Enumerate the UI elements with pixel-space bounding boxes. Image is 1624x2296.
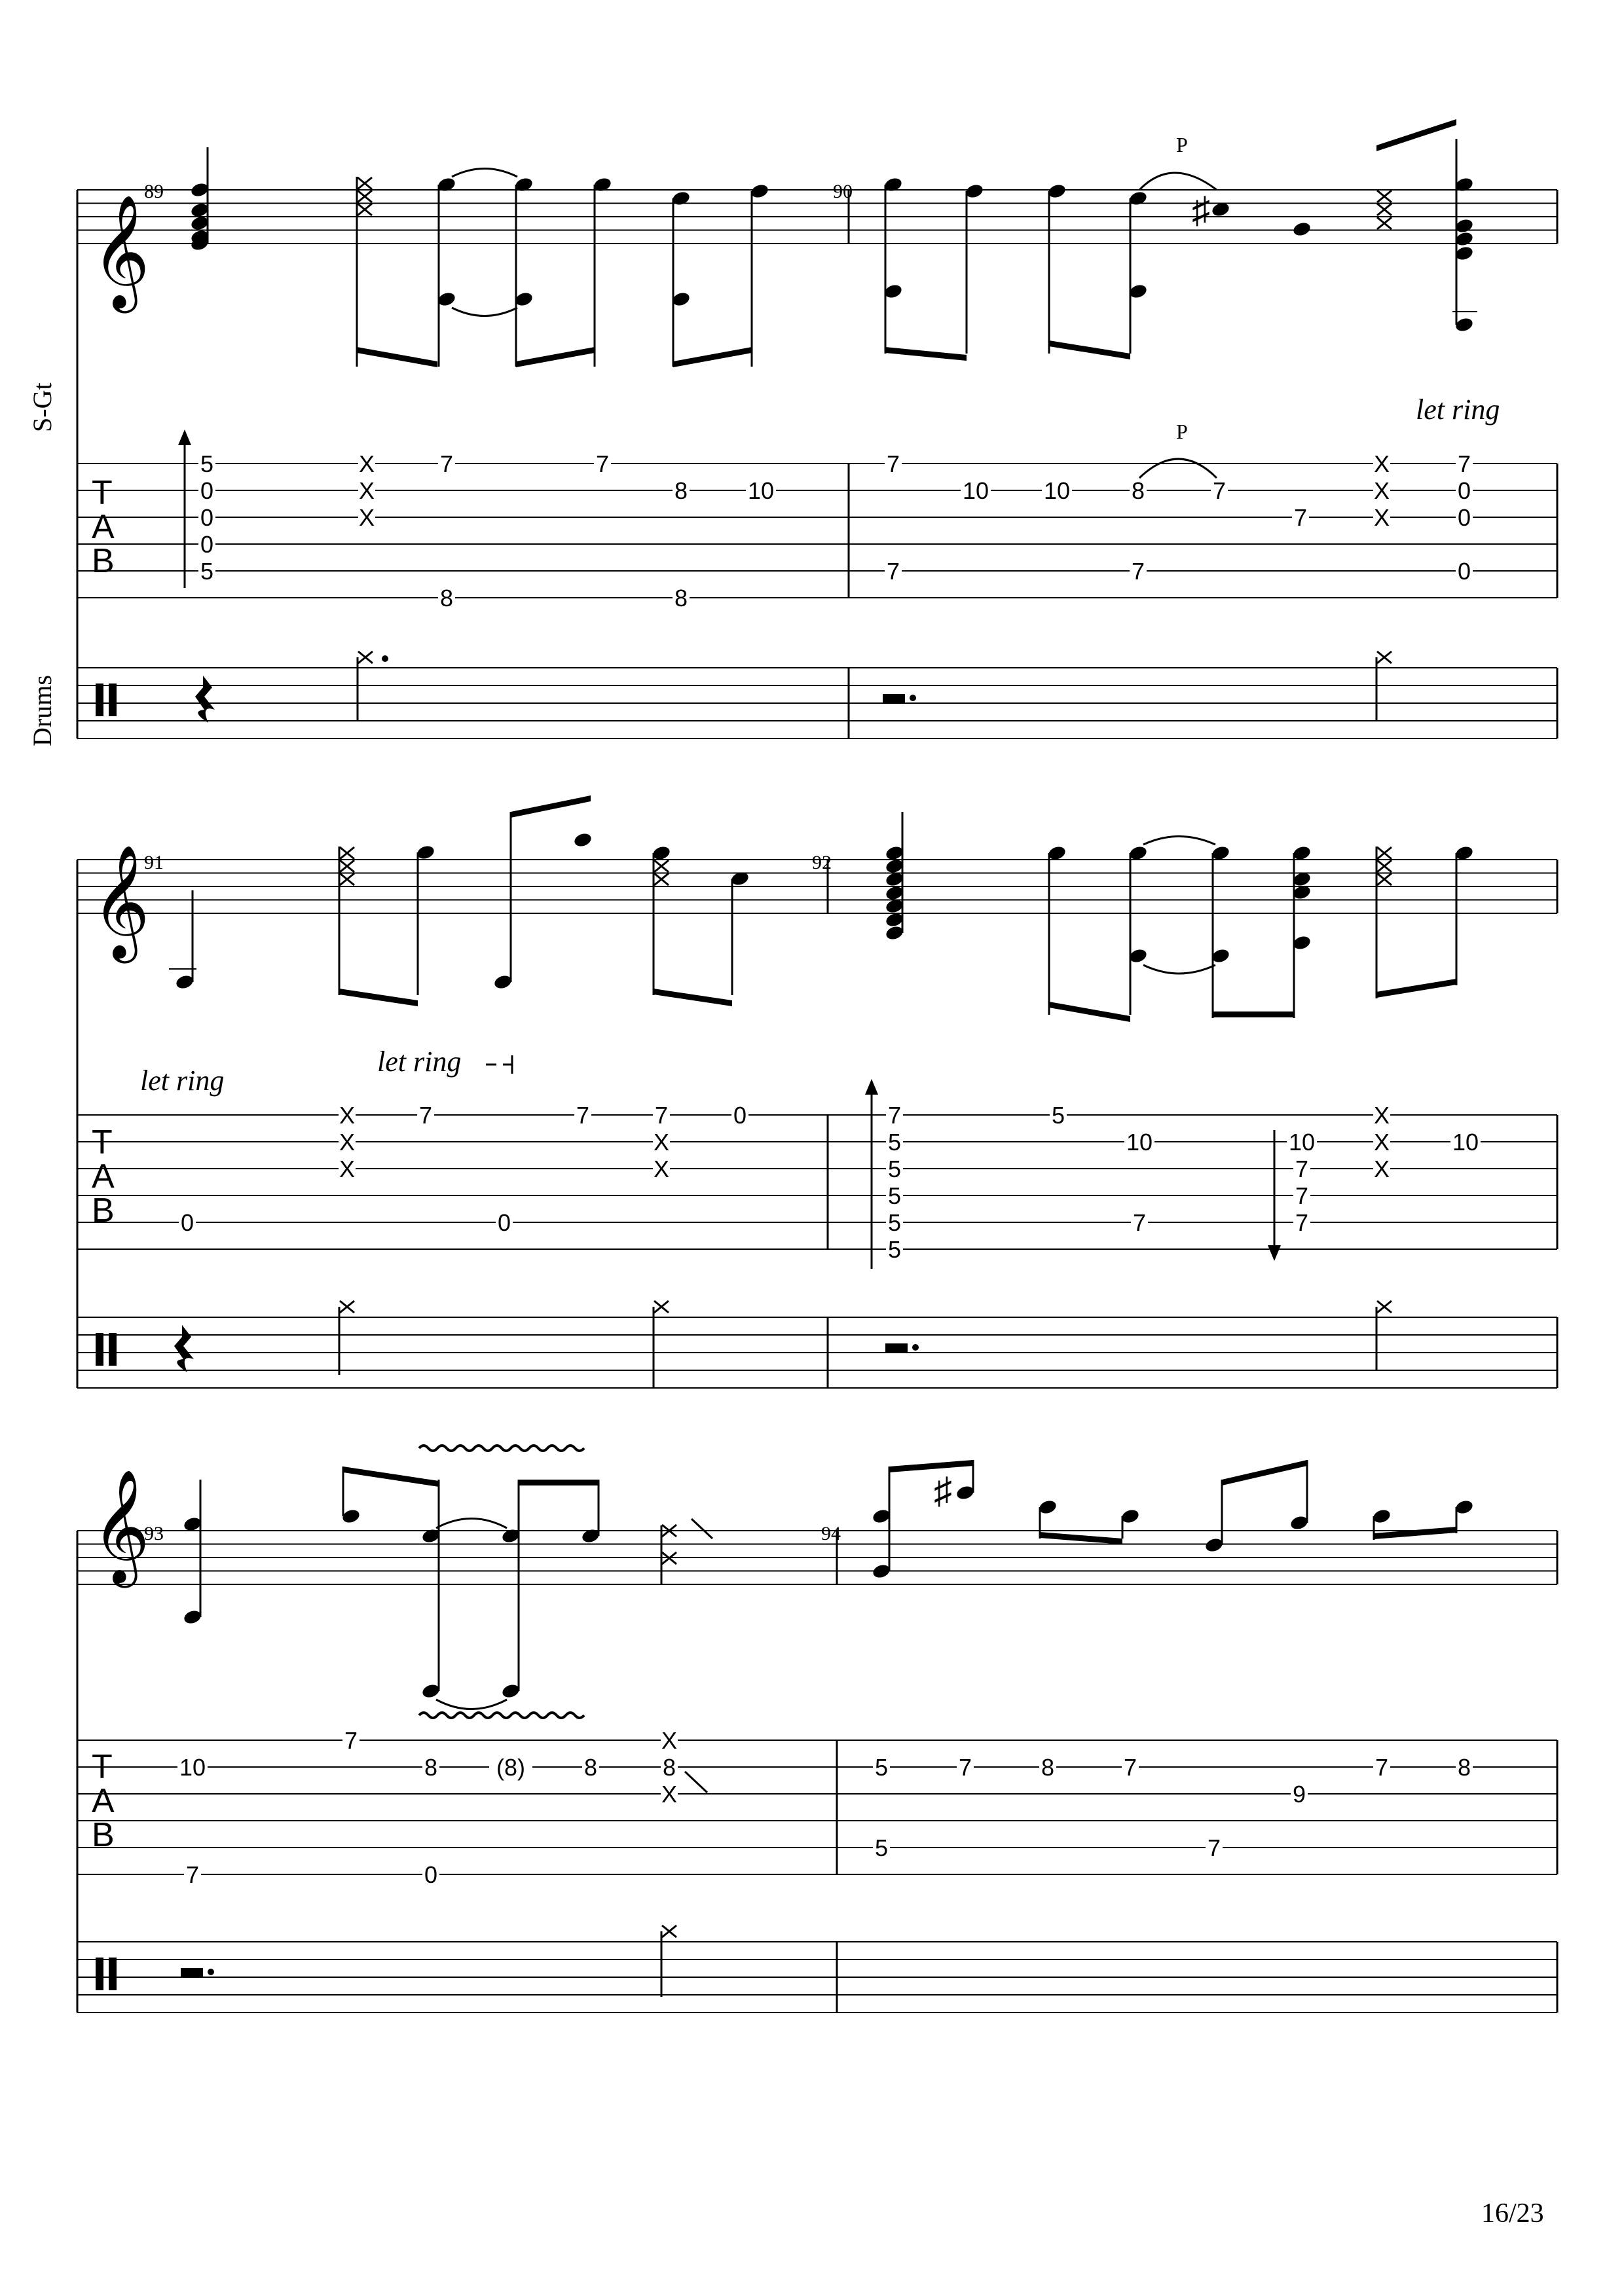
x-notehead xyxy=(340,873,354,885)
tie xyxy=(452,308,517,316)
beam xyxy=(1049,1002,1130,1022)
tab-fret-number: 5 xyxy=(200,450,214,477)
tab-fret-number: 8 xyxy=(1457,1754,1471,1781)
vibrato-staff xyxy=(419,1446,584,1451)
pull-off-slur-tab xyxy=(1139,459,1217,478)
beam xyxy=(1213,1011,1294,1017)
let-ring-label-90: let ring xyxy=(1416,393,1500,426)
sharp-accidental: ♯ xyxy=(934,1471,952,1512)
tab-fret-number: 7 xyxy=(344,1727,358,1754)
tab-fret-number: 7 xyxy=(1207,1834,1221,1861)
half-rest xyxy=(883,694,905,703)
tab-fret-number: 9 xyxy=(1292,1781,1306,1808)
x-notehead xyxy=(340,860,354,872)
x-notehead xyxy=(1377,191,1392,202)
tab-fret-number: 7 xyxy=(595,450,610,477)
tab-fret-number: X xyxy=(653,1156,670,1182)
pull-off-slur-staff xyxy=(1139,173,1217,190)
tab-fret-number: 7 xyxy=(1295,1156,1309,1182)
beam xyxy=(357,347,437,367)
tab-fret-number: 0 xyxy=(200,477,214,504)
tab-fret-number: 7 xyxy=(654,1102,669,1129)
tab-fret-number: X xyxy=(1373,1102,1390,1129)
let-ring-extension xyxy=(486,1055,512,1074)
tab-fret-number: 0 xyxy=(424,1861,438,1888)
tie xyxy=(1143,837,1215,845)
measure-number-92: 92 xyxy=(812,852,832,873)
let-ring-label-91b: let ring xyxy=(377,1046,462,1078)
tab-fret-number: 10 xyxy=(1288,1129,1316,1156)
tab-fret-number: 10 xyxy=(1043,477,1071,504)
tab-fret-number: X xyxy=(358,504,375,531)
strum-up-arrow-92 xyxy=(865,1079,878,1269)
tab-fret-number: 8 xyxy=(662,1754,676,1781)
tab-clef-1 xyxy=(92,474,115,580)
svg-text:B: B xyxy=(92,1192,115,1230)
x-notehead xyxy=(1377,847,1392,859)
tab-fret-number: X xyxy=(1373,477,1390,504)
tab-fret-number: X xyxy=(1373,504,1390,531)
tab-fret-number: 8 xyxy=(583,1754,598,1781)
beam xyxy=(1040,1532,1122,1544)
tie xyxy=(436,1519,507,1529)
quarter-rest xyxy=(174,1325,194,1372)
tab-fret-number: 0 xyxy=(733,1102,747,1129)
tab-fret-number: 7 xyxy=(886,450,900,477)
track-label-drums: Drums xyxy=(28,675,57,746)
tab-fret-number: 7 xyxy=(1457,450,1471,477)
svg-text:A: A xyxy=(92,1157,115,1195)
tab-fret-number: 7 xyxy=(1295,1182,1309,1209)
tab-fret-number: 7 xyxy=(1132,1209,1147,1236)
tab-fret-number: 5 xyxy=(887,1209,902,1236)
measure-number-91: 91 xyxy=(144,852,164,873)
beam xyxy=(673,347,752,367)
drum-x-note xyxy=(340,1301,354,1313)
tab-clef-3 xyxy=(92,1748,115,1854)
tab-fret-number: 0 xyxy=(1457,558,1471,585)
tab-fret-number: 7 xyxy=(886,558,900,585)
svg-text:B: B xyxy=(92,1816,115,1854)
beam xyxy=(339,989,418,1006)
tab-fret-number: X xyxy=(661,1727,678,1754)
tab-fret-number: 0 xyxy=(497,1209,511,1236)
beam xyxy=(1376,119,1456,151)
treble-clef-1: 𝄞 xyxy=(92,198,150,306)
dot xyxy=(912,1344,919,1351)
x-notehead xyxy=(654,873,669,885)
percussion-clef-1 xyxy=(96,683,117,716)
tab-fret-number: 0 xyxy=(200,504,214,531)
x-notehead xyxy=(1377,204,1392,215)
beam xyxy=(654,989,732,1006)
notehead xyxy=(1292,221,1312,238)
tab-fret-number: 7 xyxy=(576,1102,590,1129)
tab-fret-number: 5 xyxy=(1051,1102,1065,1129)
tab-fret-number: X xyxy=(358,450,375,477)
slide-mark xyxy=(692,1519,712,1539)
treble-clef-3: 𝄞 xyxy=(92,1472,150,1581)
tab-fret-number: 7 xyxy=(1293,504,1308,531)
beam xyxy=(1376,979,1456,998)
tab-fret-number: 8 xyxy=(1041,1754,1055,1781)
tab-fret-number: 8 xyxy=(439,585,454,611)
percussion-clef-2 xyxy=(96,1333,117,1366)
beam xyxy=(1049,340,1130,359)
tab-fret-number: 10 xyxy=(962,477,989,504)
half-rest xyxy=(885,1343,908,1353)
svg-text:T: T xyxy=(92,1748,113,1786)
x-notehead xyxy=(1377,217,1392,229)
drum-x-note xyxy=(358,651,373,663)
tab-fret-number: 7 xyxy=(887,1102,902,1129)
drum-x-note xyxy=(1377,1301,1392,1313)
tab-fret-number: 8 xyxy=(674,585,688,611)
beam xyxy=(519,1480,599,1485)
tab-clef-2 xyxy=(92,1123,115,1230)
svg-text:A: A xyxy=(92,1782,115,1820)
x-notehead xyxy=(358,204,372,215)
tie xyxy=(436,1700,507,1709)
beam xyxy=(511,795,591,818)
vibrato-staff-low xyxy=(419,1713,584,1718)
drum-x-note xyxy=(1377,651,1392,663)
tab-fret-number: 10 xyxy=(1452,1129,1479,1156)
tab-fret-number: 5 xyxy=(874,1754,889,1781)
x-notehead xyxy=(358,177,372,189)
drum-x-note xyxy=(654,1301,669,1313)
svg-text:A: A xyxy=(92,508,115,546)
tab-fret-number: 0 xyxy=(1457,477,1471,504)
tab-fret-number: 7 xyxy=(185,1861,200,1888)
tab-fret-number: X xyxy=(339,1129,356,1156)
standard-notation xyxy=(169,119,1477,1709)
measure-number-90: 90 xyxy=(833,181,853,202)
tab-fret-number: X xyxy=(1373,450,1390,477)
tab-fret-number: 5 xyxy=(887,1156,902,1182)
page-number: 16/23 xyxy=(1481,2198,1544,2229)
drum-notation xyxy=(174,651,1392,1997)
x-notehead xyxy=(654,860,669,872)
tab-fret-number: 7 xyxy=(418,1102,433,1129)
half-rest xyxy=(181,1968,203,1977)
beam xyxy=(889,1460,973,1472)
tab-slide xyxy=(685,1772,707,1793)
beam xyxy=(885,347,967,361)
tab-fret-number: 0 xyxy=(180,1209,194,1236)
pull-off-mark-tab: P xyxy=(1176,420,1188,443)
drum-x-note xyxy=(662,1925,676,1937)
tab-fret-number: X xyxy=(1373,1129,1390,1156)
tab-fret-number: 10 xyxy=(747,477,775,504)
tie xyxy=(1143,965,1215,974)
beam xyxy=(1374,1527,1456,1539)
tab-fret-number: 5 xyxy=(200,558,214,585)
dot xyxy=(382,655,388,662)
tab-fret-number: 7 xyxy=(1295,1209,1309,1236)
tab-fret-number: 8 xyxy=(424,1754,438,1781)
staff-lines xyxy=(77,190,1557,2013)
percussion-clef-3 xyxy=(96,1958,117,1990)
dot xyxy=(910,695,916,701)
tab-fret-number: 8 xyxy=(1131,477,1145,504)
tab-fret-number: 7 xyxy=(958,1754,972,1781)
strum-up-arrow-89 xyxy=(178,429,191,588)
tab-fret-number: 10 xyxy=(179,1754,206,1781)
tab-fret-number: 10 xyxy=(1126,1129,1153,1156)
beam xyxy=(1222,1460,1307,1485)
svg-text:T: T xyxy=(92,474,113,512)
x-notehead xyxy=(358,191,372,202)
x-notehead xyxy=(1377,873,1392,885)
tab-fret-number: 5 xyxy=(887,1129,902,1156)
tab-fret-number: 0 xyxy=(1457,504,1471,531)
beam xyxy=(516,347,595,367)
sharp-accidental: ♯ xyxy=(1192,191,1210,231)
tab-fret-number: X xyxy=(661,1781,678,1808)
quarter-rest xyxy=(195,676,215,723)
tab-fret-number: (8) xyxy=(496,1754,525,1781)
let-ring-label-91a: let ring xyxy=(140,1065,225,1097)
tab-fret-number: 5 xyxy=(887,1236,902,1263)
measure-number-93: 93 xyxy=(144,1523,164,1544)
measure-number-89: 89 xyxy=(144,181,164,202)
tab-fret-number: 7 xyxy=(1375,1754,1389,1781)
dot xyxy=(208,1969,214,1975)
tab-fret-number: 5 xyxy=(874,1834,889,1861)
tab-fret-number: 8 xyxy=(674,477,688,504)
track-label-guitar: S-Gt xyxy=(28,382,57,432)
tab-fret-number: 7 xyxy=(439,450,454,477)
notehead xyxy=(573,831,593,848)
tab-fret-number: X xyxy=(358,477,375,504)
tab-fret-number: X xyxy=(653,1129,670,1156)
tab-fret-number: 0 xyxy=(200,531,214,558)
pull-off-mark-staff: P xyxy=(1176,133,1188,156)
tie xyxy=(452,169,517,177)
tab-fret-number: X xyxy=(1373,1156,1390,1182)
tab-fret-number: 7 xyxy=(1131,558,1145,585)
beam xyxy=(343,1467,439,1487)
tab-fret-number: X xyxy=(339,1102,356,1129)
x-notehead xyxy=(1377,860,1392,872)
svg-text:T: T xyxy=(92,1123,113,1161)
tab-fret-number: X xyxy=(339,1156,356,1182)
tab-fret-number: 7 xyxy=(1212,477,1227,504)
tab-fret-number: 5 xyxy=(887,1182,902,1209)
treble-clef-2: 𝄞 xyxy=(92,848,150,957)
measure-number-94: 94 xyxy=(821,1523,841,1544)
svg-text:B: B xyxy=(92,542,115,580)
x-notehead xyxy=(340,847,354,859)
tab-fret-number: 7 xyxy=(1123,1754,1137,1781)
